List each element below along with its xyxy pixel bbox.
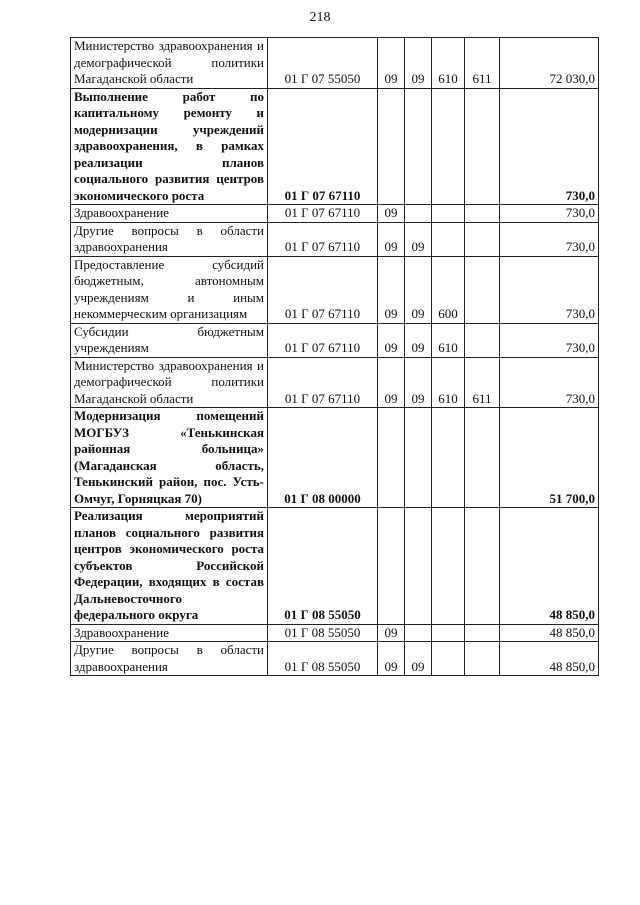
row-section: 09	[378, 205, 405, 223]
row-code: 01 Г 07 55050	[268, 38, 378, 89]
row-section: 09	[378, 642, 405, 676]
row-amount: 730,0	[500, 256, 599, 323]
row-code: 01 Г 08 55050	[268, 624, 378, 642]
row-code: 01 Г 07 67110	[268, 222, 378, 256]
table-row	[71, 624, 599, 642]
row-expense-subtype	[465, 408, 500, 508]
row-expense-type	[432, 222, 465, 256]
row-code: 01 Г 07 67110	[268, 357, 378, 408]
row-section	[378, 88, 405, 205]
row-expense-subtype	[465, 205, 500, 223]
row-subsection: 09	[405, 222, 432, 256]
row-expense-type	[432, 408, 465, 508]
row-name: Другие вопросы в области здравоохранения	[71, 222, 268, 256]
budget-table	[70, 37, 599, 676]
row-name: Министерство здравоохранения и демографической политики Магаданской области	[71, 357, 268, 408]
row-section: 09	[378, 38, 405, 89]
row-name: Реализация мероприятий планов социального развития центров экономического роста субъектов Российской Федерации, входящих в состав Дальневосточного федерального округа	[71, 508, 268, 625]
row-subsection: 09	[405, 642, 432, 676]
row-code: 01 Г 07 67110	[268, 256, 378, 323]
row-amount: 51 700,0	[500, 408, 599, 508]
row-amount: 48 850,0	[500, 624, 599, 642]
row-expense-type	[432, 508, 465, 625]
row-section: 09	[378, 357, 405, 408]
table-row	[71, 508, 599, 625]
row-name: Субсидии бюджетным учреждениям	[71, 323, 268, 357]
row-expense-type	[432, 642, 465, 676]
row-expense-subtype: 611	[465, 38, 500, 89]
table-row	[71, 323, 599, 357]
row-code: 01 Г 07 67110	[268, 205, 378, 223]
row-expense-type: 610	[432, 38, 465, 89]
row-section	[378, 508, 405, 625]
row-name: Министерство здравоохранения и демографической политики Магаданской области	[71, 38, 268, 89]
row-amount: 48 850,0	[500, 508, 599, 625]
table-row	[71, 408, 599, 508]
row-expense-subtype: 611	[465, 357, 500, 408]
row-subsection	[405, 624, 432, 642]
row-expense-type: 610	[432, 357, 465, 408]
row-expense-subtype	[465, 222, 500, 256]
row-amount: 730,0	[500, 222, 599, 256]
row-section: 09	[378, 624, 405, 642]
row-subsection	[405, 408, 432, 508]
row-code: 01 Г 08 55050	[268, 508, 378, 625]
row-subsection	[405, 88, 432, 205]
row-section: 09	[378, 323, 405, 357]
row-amount: 72 030,0	[500, 38, 599, 89]
row-expense-subtype	[465, 88, 500, 205]
row-subsection: 09	[405, 357, 432, 408]
row-name: Здравоохранение	[71, 205, 268, 223]
table-row	[71, 38, 599, 89]
row-expense-type: 600	[432, 256, 465, 323]
row-subsection: 09	[405, 38, 432, 89]
row-section: 09	[378, 222, 405, 256]
row-amount: 730,0	[500, 323, 599, 357]
row-name: Здравоохранение	[71, 624, 268, 642]
row-expense-subtype	[465, 508, 500, 625]
row-expense-subtype	[465, 624, 500, 642]
row-name: Предоставление субсидий бюджетным, автономным учреждениям и иным некоммерческим организациям	[71, 256, 268, 323]
row-expense-type	[432, 624, 465, 642]
row-expense-type: 610	[432, 323, 465, 357]
row-expense-type	[432, 205, 465, 223]
row-code: 01 Г 08 55050	[268, 642, 378, 676]
table-row	[71, 642, 599, 676]
table-row	[71, 357, 599, 408]
row-name: Выполнение работ по капитальному ремонту и модернизации учреждений здравоохранения, в рамках реализации планов социального развития центров экономического роста	[71, 88, 268, 205]
budget-table-body	[71, 38, 599, 676]
row-amount: 730,0	[500, 205, 599, 223]
row-expense-subtype	[465, 256, 500, 323]
table-row	[71, 256, 599, 323]
table-row	[71, 222, 599, 256]
row-amount: 730,0	[500, 88, 599, 205]
row-expense-subtype	[465, 642, 500, 676]
row-subsection	[405, 205, 432, 223]
row-expense-subtype	[465, 323, 500, 357]
row-code: 01 Г 07 67110	[268, 323, 378, 357]
row-subsection: 09	[405, 323, 432, 357]
row-section	[378, 408, 405, 508]
row-expense-type	[432, 88, 465, 205]
row-code: 01 Г 08 00000	[268, 408, 378, 508]
row-section: 09	[378, 256, 405, 323]
row-amount: 48 850,0	[500, 642, 599, 676]
row-subsection	[405, 508, 432, 625]
row-name: Другие вопросы в области здравоохранения	[71, 642, 268, 676]
table-row	[71, 88, 599, 205]
row-amount: 730,0	[500, 357, 599, 408]
row-code: 01 Г 07 67110	[268, 88, 378, 205]
table-row	[71, 205, 599, 223]
row-name: Модернизация помещений МОГБУЗ «Тенькинская районная больница» (Магаданская область, Тенькинский район, пос. Усть-Омчуг, Горняцкая 70)	[71, 408, 268, 508]
page-number: 218	[309, 10, 331, 25]
row-subsection: 09	[405, 256, 432, 323]
